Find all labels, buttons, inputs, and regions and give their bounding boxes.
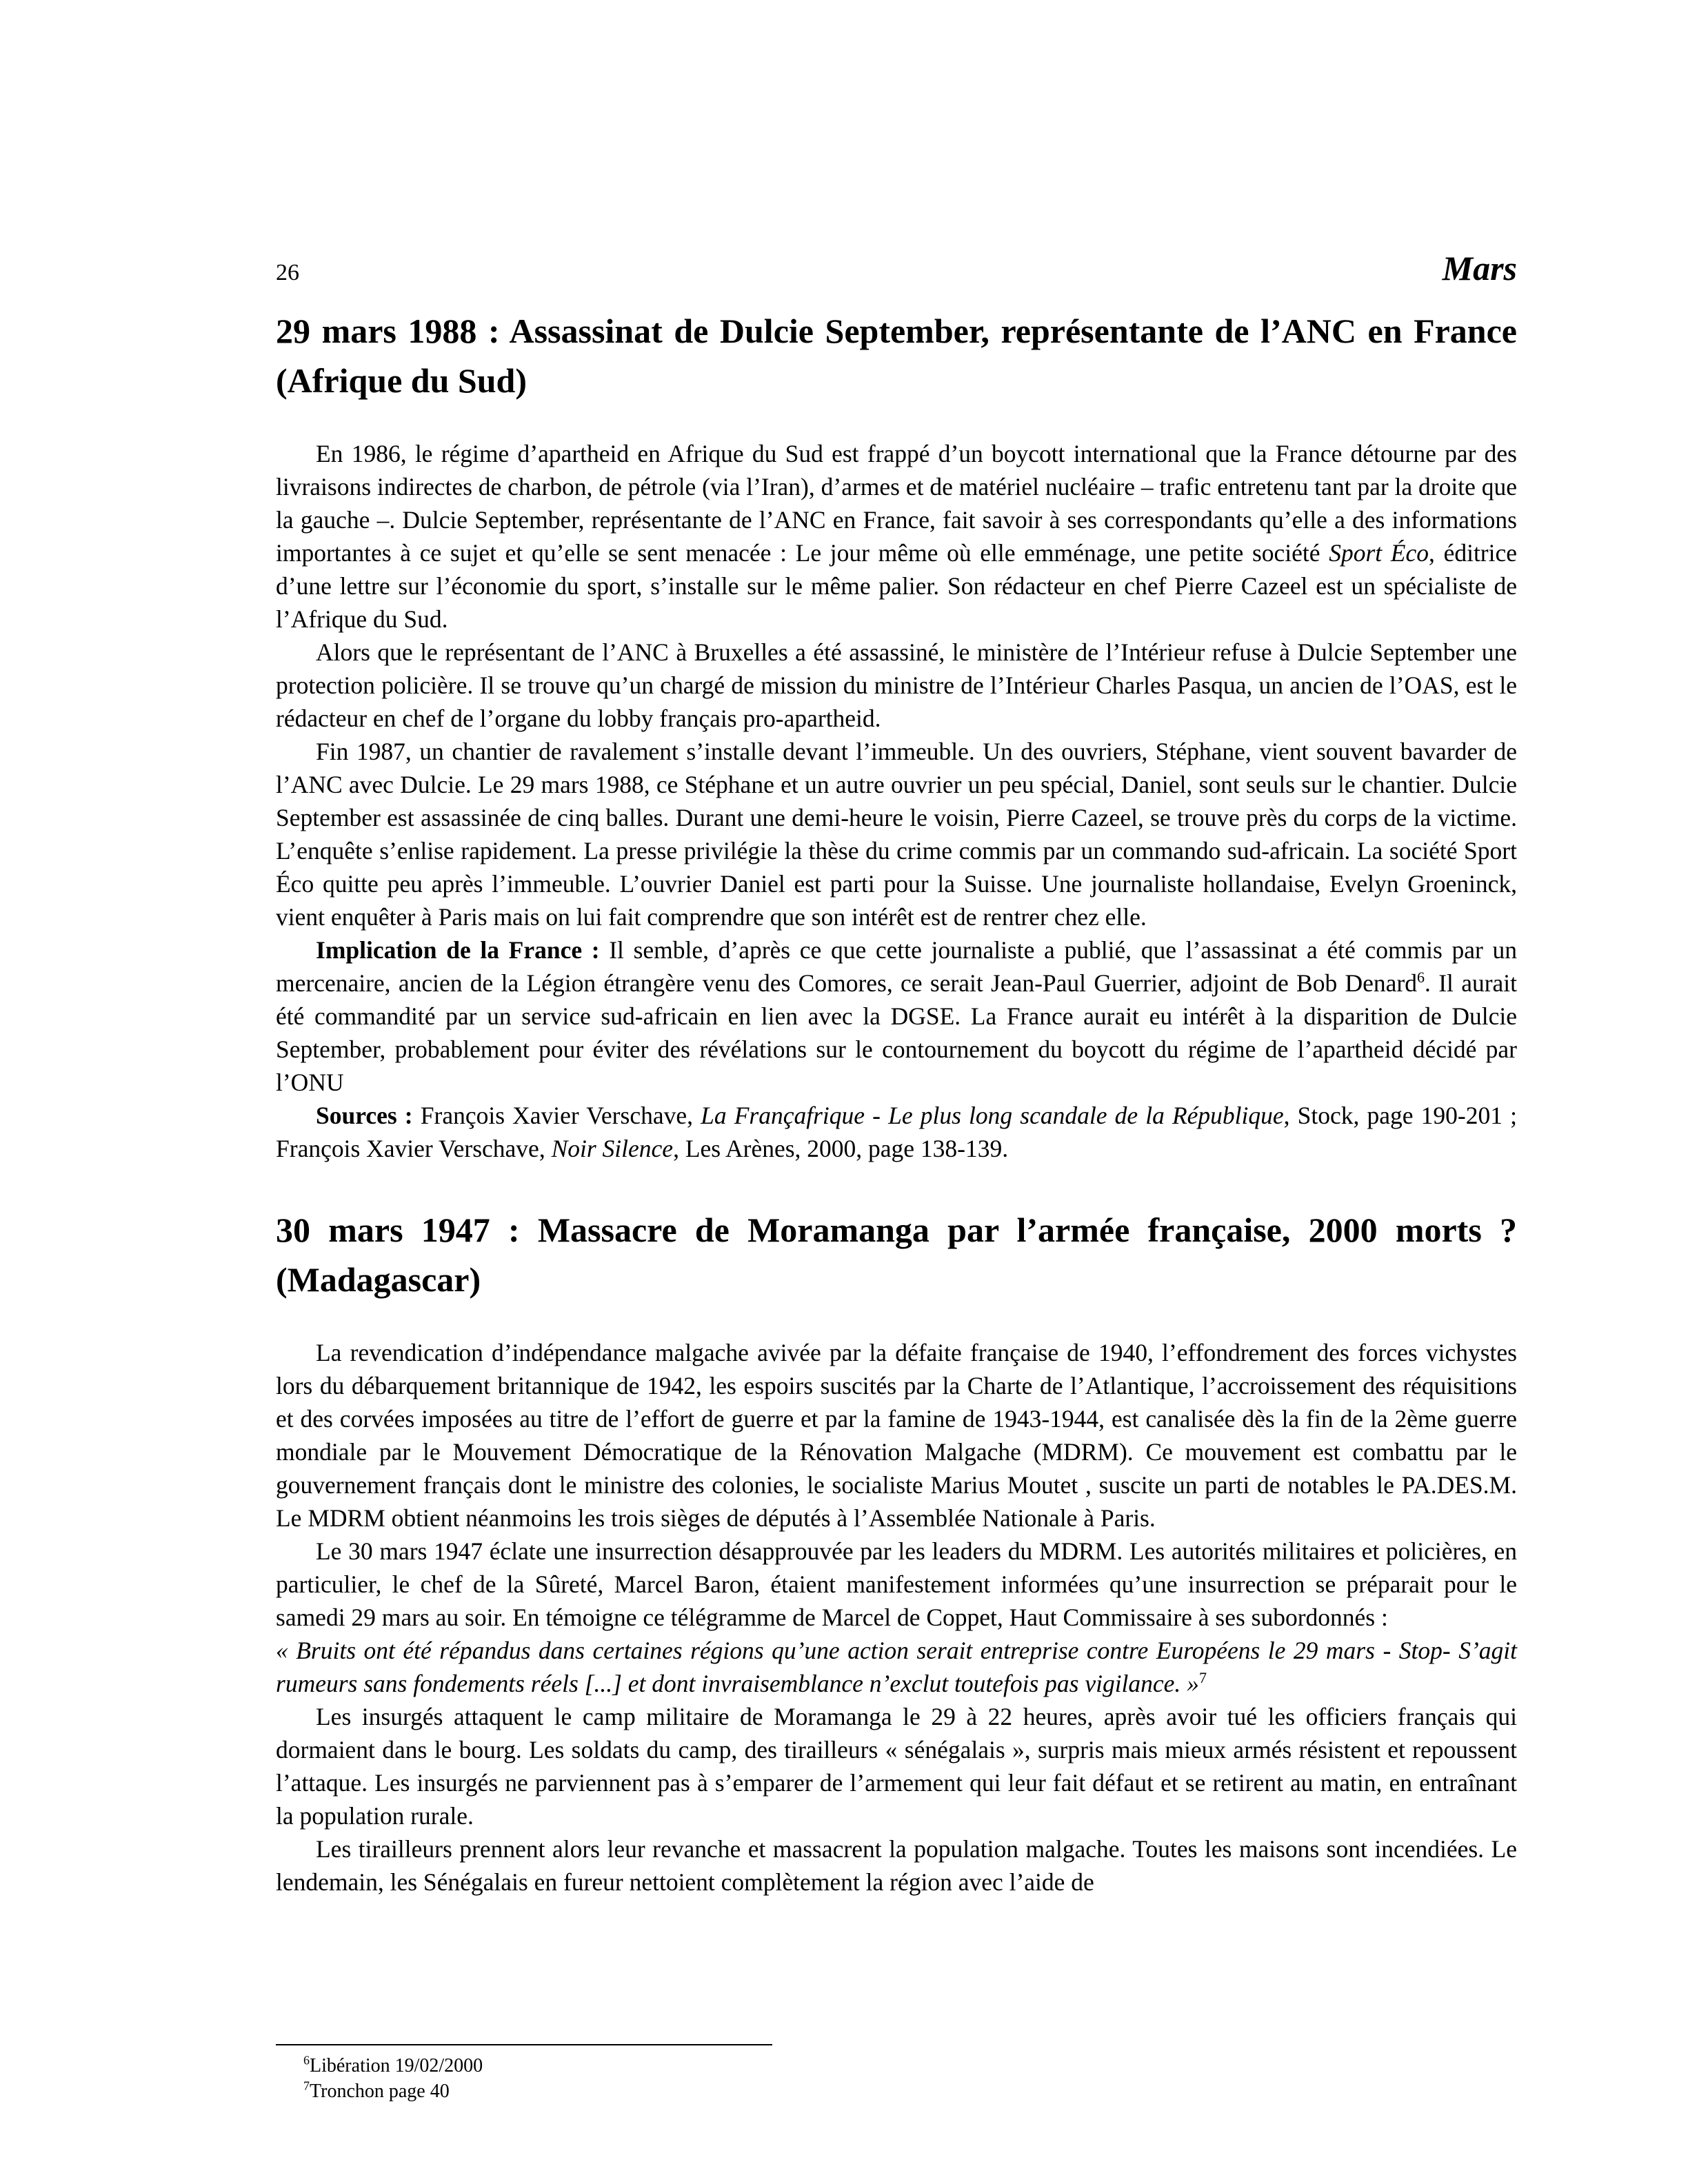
- footnotes: [303, 2053, 483, 2104]
- telegram-quote: « Bruits ont été répandus dans certaines régions qu’une action serait entreprise contre Européens le 29 mars - Stop- S’agit rumeurs sans fondements réels [...] et dont invraisemblance n’exclut toutefois pas vigilance. »$^7$: [276, 1637, 1517, 1697]
- paragraph: La revendication d’indépendance malgache avivée par la défaite française de 1940, l’effondrement des forces vichystes lors du débarquement britannique de 1942, les espoirs suscités par la Charte de l’Atlantique, l’accroissement des réquisitions et des corvées imposées au titre de l’effort de guerre et par la famine de 1943-1944, est canalisée dès la fin de la 2ème guerre mondiale par le Mouvement Démocratique de la Rénovation Malgache (MDRM). Ce mouvement est combattu par le gouvernement français dont le ministre des colonies, le socialiste Marius Moutet , suscite un parti de notables le PA.DES.M. Le MDRM obtient néanmoins les trois sièges de députés à l’Assemblée Nationale à Paris.: [276, 1339, 1517, 1532]
- book-title: Noir Silence: [551, 1135, 674, 1162]
- paragraph: Les tirailleurs prennent alors leur revanche et massacrent la population malgache. Toutes les maisons sont incendiées. Le lendemain, les Sénégalais en fureur nettoient complètement la région avec l’aide de: [276, 1835, 1517, 1896]
- footnote-ref: 7: [1198, 1669, 1207, 1687]
- paragraph: Le 30 mars 1947 éclate une insurrection désapprouvée par les leaders du MDRM. Les autorités militaires et policières, en particulier, le chef de la Sûreté, Marcel Baron, étaient manifestement informées qu’une insurrection se préparait pour le samedi 29 mars au soir. En témoigne ce télégramme de Marcel de Coppet, Haut Commissaire à ses subordonnés :: [276, 1537, 1517, 1631]
- paragraph: En 1986, le régime d’apartheid en Afrique du Sud est frappé d’un boycott international que la France détourne par des livraisons indirectes de charbon, de pétrole (via l’Iran), d’armes et de matériel nucléaire – trafic entretenu tant par la droite que la gauche –. Dulcie September, représentante de l’ANC en France, fait savoir à ses correspondants qu’elle a des informations importantes à ce sujet et qu’elle se sent menacée : Le jour même où elle emménage, une petite société Sport Éco, éditrice d’une lettre sur l’économie du sport, s’installe sur le même palier. Son rédacteur en chef Pierre Cazeel est un spécialiste de l’Afrique du Sud.: [276, 440, 1518, 633]
- paragraph: Implication de la France : Il semble, d’après ce que cette journaliste a publié, que l’assassinat a été commis par un mercenaire, ancien de la Légion étrangère venu des Comores, ce serait Jean-Paul Guerrier, adjoint de Bob Denard$^6$. Il aurait été commandité par un service sud-africain en lien avec la DGSE. La France aurait eu intérêt à la disparition de Dulcie September, probablement pour éviter des révélations sur le contournement du boycott du régime de l’apartheid décidé par l’ONU: [276, 936, 1517, 1096]
- page-body: [276, 248, 1517, 1899]
- page-number: 26: [276, 260, 299, 285]
- sources-label: Sources :: [316, 1102, 413, 1129]
- sources-paragraph: Sources : François Xavier Verschave, La Françafrique - Le plus long scandale de la République, Stock, page 190-201 ; François Xavier Verschave, Noir Silence, Les Arènes, 2000, page 138-139.: [276, 1102, 1517, 1162]
- running-title: Mars: [1442, 249, 1517, 287]
- section-title-2: 30 mars 1947 : Massacre de Moramanga par l’armée française, 2000 morts ? (Madagascar): [276, 1211, 1517, 1299]
- paragraph: Fin 1987, un chantier de ravalement s’installe devant l’immeuble. Un des ouvriers, Stéphane, vient souvent bavarder de l’ANC avec Dulcie. Le 29 mars 1988, ce Stéphane et un autre ouvrier un peu spécial, Daniel, sont seuls sur le chantier. Dulcie September est assassinée de cinq balles. Durant une demi-heure le voisin, Pierre Cazeel, se trouve près du corps de la victime. L’enquête s’enlise rapidement. La presse privilégie la thèse du crime commis par un commando sud-africain. La société Sport Éco quitte peu après l’immeuble. L’ouvrier Daniel est parti pour la Suisse. Une journaliste hollandaise, Evelyn Groeninck, vient enquêter à Paris mais on lui fait comprendre que son intérêt est de rentrer chez elle.: [276, 738, 1517, 931]
- running-head: [276, 248, 1517, 296]
- footnote: $^7$Tronchon page 40: [303, 2079, 450, 2102]
- paragraph: Alors que le représentant de l’ANC à Bruxelles a été assassiné, le ministère de l’Intérieur refuse à Dulcie September une protection policière. Il se trouve qu’un chargé de mission du ministre de l’Intérieur Charles Pasqua, un ancien de l’OAS, est le rédacteur en chef de l’organe du lobby français pro-apartheid.: [276, 638, 1517, 732]
- book-title: La Françafrique - Le plus long scandale de la République: [701, 1102, 1284, 1129]
- publication-name: Sport Éco: [1329, 539, 1429, 567]
- paragraph: Les insurgés attaquent le camp militaire de Moramanga le 29 à 22 heures, après avoir tué les officiers français qui dormaient dans le bourg. Les soldats du camp, des tirailleurs « sénégalais », surpris mais mieux armés résistent et repoussent l’attaque. Les insurgés ne parviennent pas à s’emparer de l’armement qui leur fait défaut et se retirent au matin, en entraînant la population rurale.: [276, 1703, 1517, 1830]
- section-title-1: 29 mars 1988 : Assassinat de Dulcie September, représentante de l’ANC en France (Afrique du Sud): [276, 312, 1517, 400]
- footnote: $^6$Libération 19/02/2000: [303, 2053, 483, 2076]
- footnote-ref: 6: [1417, 969, 1425, 987]
- footnote-divider: [276, 2044, 772, 2045]
- implication-label: Implication de la France :: [316, 936, 600, 964]
